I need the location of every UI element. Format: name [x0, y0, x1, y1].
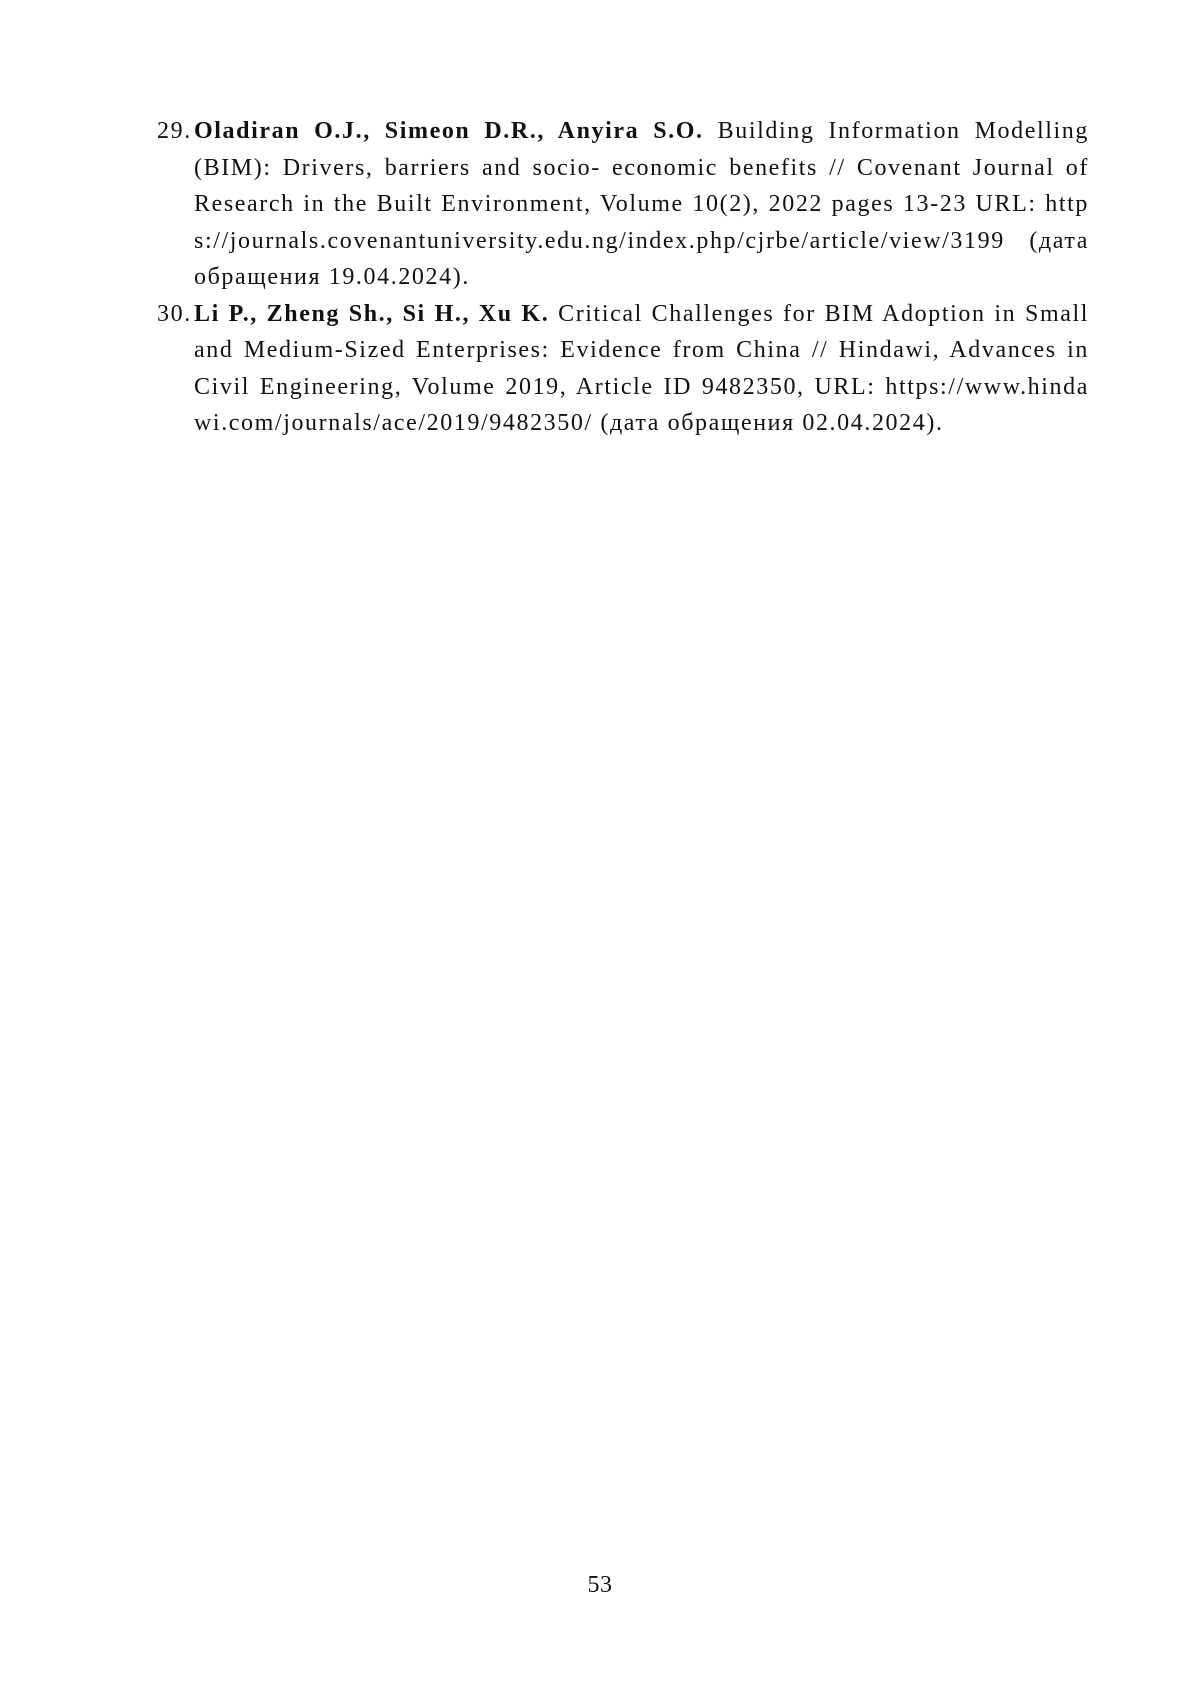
reference-text: Critical Challenges for BIM Adoption in Small and Medium-Sized Enterprises: Evidence from China // Hindawi, Advances in Civil Engineering, Volume 2019, Article ID 9482350, URL: — [194, 300, 1089, 400]
reference-number: 29. — [157, 118, 192, 144]
reference-access-date: (дата обращения 19.04.2024). — [194, 227, 1089, 290]
reference-item — [157, 296, 1089, 442]
page-number: 53 — [587, 1572, 613, 1598]
reference-number: 30. — [157, 300, 192, 327]
reference-url[interactable]: https://journals.covenantuniversity.edu.ng/index.php/cjrbe/article/view/3199 — [194, 191, 1089, 254]
reference-access-date: (дата обращения 02.04.2024). — [600, 410, 944, 436]
reference-authors: Oladiran O.J., Simeon D.R., Anyira S.O. — [194, 118, 704, 144]
reference-authors: Li P., Zheng Sh., Si H., Xu K. — [194, 300, 550, 327]
reference-item — [157, 113, 1089, 296]
reference-text: Building Information Modelling (BIM): Drivers, barriers and socio- economic benefits // Covenant Journal of Research in the Built Environment, Volume 10(2), 2022 pages 13-23 URL: — [194, 118, 1090, 217]
reference-url[interactable]: https://www.hindawi.com/journals/ace/2019/9482350/ — [194, 373, 1089, 436]
reference-list — [157, 113, 1089, 442]
